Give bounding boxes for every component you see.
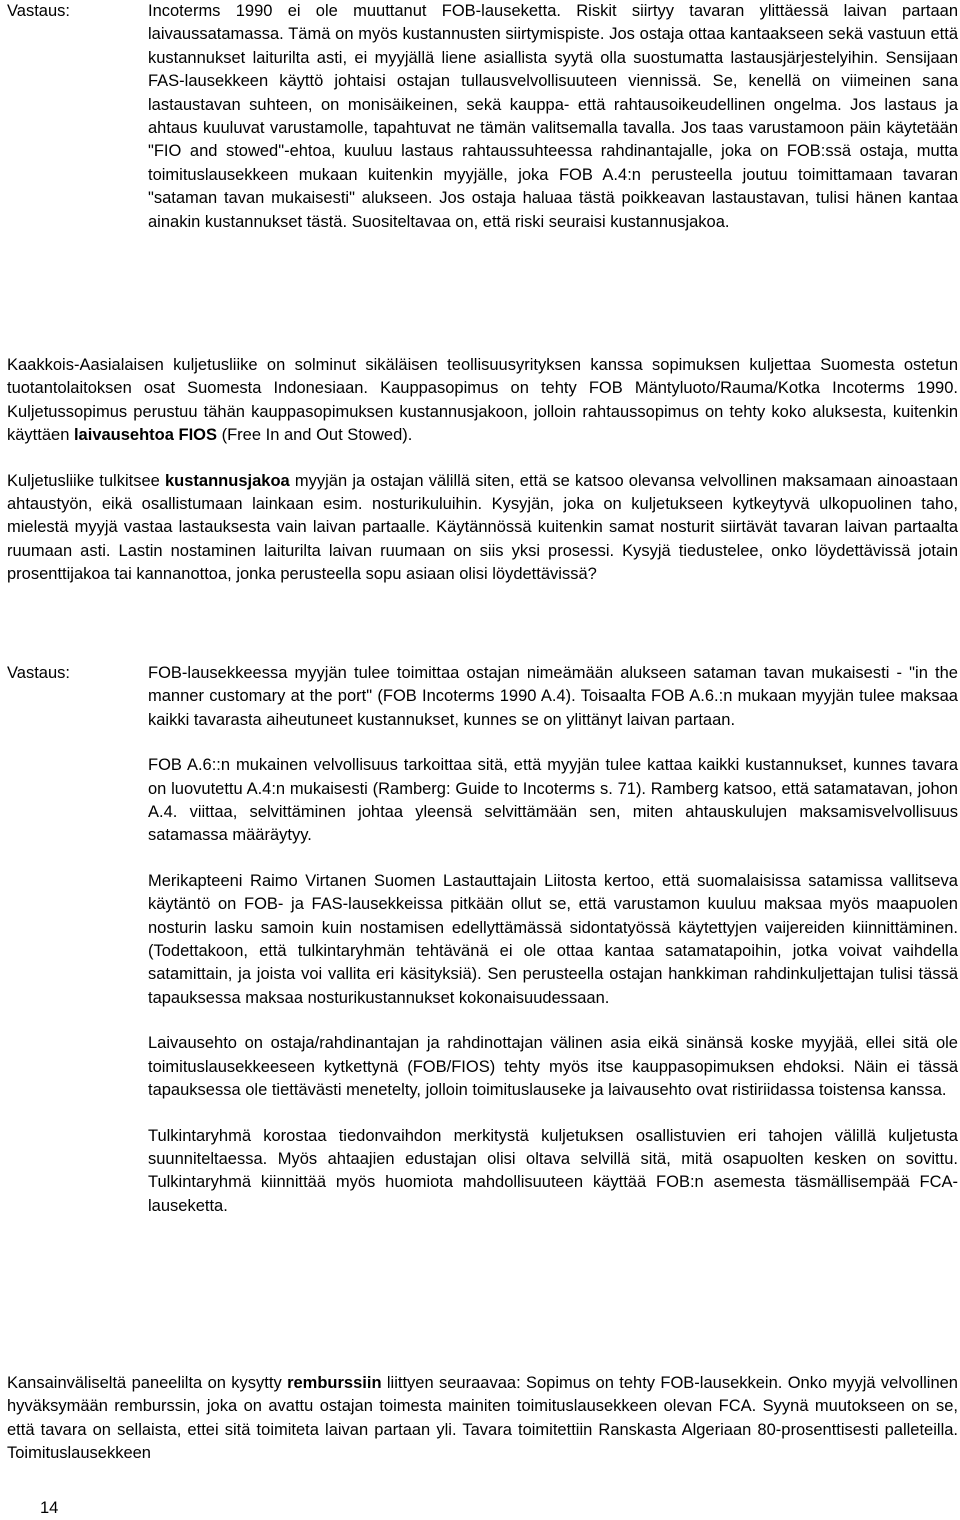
bold-term: kustannusjakoa — [165, 471, 290, 490]
answer-paragraph: FOB A.6::n mukainen velvollisuus tarkoittaa sitä, että myyjän tulee kattaa kaikki kustannukset, kunnes tavara on luovutettu A.4:n mukaisesti (Ramberg: Guide to Incoterms s. 71). Ramberg katsoo, että satamatavan, johon A.4. viittaa, selvittäminen johtaa yleensä selvittämään sen, miten ahtauskulujen maksamisvelvollisuus satamassa määräytyy. — [148, 756, 958, 845]
answer-paragraph: Laivausehto on ostaja/rahdinantajan ja rahdinottajan välinen asia eikä sinänsä koske myyjää, ellei sitä ole toimituslausekkeeseen kytkettynä (FOB/FIOS) tehty myös itse kauppasopimuksen ehdoksi. Näin ei tässä tapauksessa ole tiettävästi menetelty, jolloin toimituslauseke ja laivausehto ovat ristiriidassa toistensa kanssa. — [148, 1034, 958, 1100]
answer-section-2 — [148, 662, 958, 1218]
question-paragraph — [7, 354, 958, 448]
answer-paragraph: Tulkintaryhmä korostaa tiedonvaihdon merkitystä kuljetuksen osallistuvien eri tahojen välillä kuljetusta suunniteltaessa. Myös ahtaajien edustajan olisi oltava selvillä sitä, mitä osapuolten kesken on sovittu. Tulkintaryhmä kiinnittää myös huomiota mahdollisuuteen käyttää FOB:n asemesta täsmällisempää FCA-lauseketta. — [148, 1126, 958, 1215]
page-number: 14 — [40, 1499, 59, 1517]
text-run: myyjän ja ostajan välillä siten, että se katsoo olevansa velvollinen maksamaan ainoastaan ahtaustyön, eikä osallistumaan lainkaan esim. nosturikuluihin. Kysyjän, joka on kuljetukseen kytkeytyvä ulkopuolinen taho, mielestä myyjä vastaa lastauksesta vain laivan partaalle. Käytännössä kuitenkin samat nosturit siirtävät tavaran laivan partaalta ruumaan asti. Lastin nostaminen laiturilta laivan ruumaan on siis yksi prosessi. Kysyjä tiedustelee, onko löydettävissä jotain prosenttijakoa tai kannanottoa, jonka perusteella sopu asiaan olisi löydettävissä? — [7, 471, 958, 584]
text-run: liittyen seuraavaa: Sopimus on tehty FOB-lausekkein. Onko myyjä velvollinen hyväksymään remburssin, joka on avattu ostajan toimesta mainiten toimituslausekkeen olevan FCA. Syynä muutokseen on se, että tavara on sellaista, ettei sitä toimiteta laivan partaan yli. Tavara toimitettiin Ranskasta Algeriaan 80-prosenttisesti palleteilla. Toimituslausekkeen — [7, 1374, 958, 1463]
answer-paragraph: Merikapteeni Raimo Virtanen Suomen Lastauttajain Liitosta kertoo, että suomalaisissa satamissa vallitseva käytäntö on FOB- ja FAS-lausekkeissa pitkään ollut se, että varustamon kuuluu maksaa myös maapuolen nosturin lasku samoin kuin nostamisen edellyttämässä sidontatyössä käytettyjen vaijereiden kiinnittäminen. (Todettakoon, että tulkintaryhmän tehtävänä ei ole ottaa kantaa satamatapoihin, jotka voivat vaihdella satamittain, ja joista voi vallita eri käsityksiä). Sen perusteella ostajan hankkiman rahdinkuljettajan tulisi tässä tapauksessa maksaa nosturikustannukset kokonaisuudessaan. — [148, 871, 958, 1007]
text-run: Kuljetusliike tulkitsee — [7, 471, 165, 490]
bold-term: laivausehtoa FIOS — [73, 426, 218, 445]
answer-label: Vastaus: — [7, 2, 70, 20]
question-paragraph — [7, 1372, 958, 1466]
question-paragraph — [7, 470, 958, 587]
answer-paragraph: Incoterms 1990 ei ole muuttanut FOB-lauseketta. Riskit siirtyy tavaran ylittäessä laivan partaan laivaussatamassa. Tämä on myös kustannusten siirtymispiste. Jos ostaja ottaa kantaakseen sekä vastuun että kustannukset laiturilta asti, ei myyjällä liene asiallista syytä olla suostumatta lastausjärjestelyihin. Sensijaan FAS-lausekkeen käyttö johtaisi ostajan tullausvelvollisuuteen viennissä. Se, kenellä on viimeinen sana lastaustavan suhteen, on monisäikeinen, sekä kauppa- että rahtausoikeudellinen ongelma. Jos lastaus ja ahtaus kuuluvat varustamolle, tapahtuvat ne tämän valitsemalla tavalla. Jos taas varustamoon päin käytetään "FIO and stowed"-ehtoa, kuuluu lastaus rahtaussuhteessa rahdinantajalle, joka on FOB:ssä ostaja, mutta toimituslausekkeen mukaan kuitenkin myyjälle, joka FOB A.4:n perusteella joutuu toimittamaan tavaran "sataman tavan mukaisesti" alukseen. Jos ostaja haluaa tästä poikkeavan lastaustavan, tulisi hänen kantaa ainakin kustannukset tästä. Suositeltavaa on, että riski seuraisi kustannusjakoa. — [148, 2, 958, 231]
question-section-2 — [7, 354, 958, 587]
answer-label: Vastaus: — [7, 664, 70, 682]
text-run: Kaakkois-Aasialaisen kuljetusliike on solminut sikäläisen teollisuusyrityksen kanssa sopimuksen kuljettaa Suomesta ostetun tuotantolaitoksen osat Suomesta Indonesiaan. Kauppasopimus on tehty FOB Mäntyluoto/Rauma/Kotka Incoterms 1990. Kuljetussopimus perustuu tähän kauppasopimuksen kustannusjakoon, jolloin rahtaussopimus on tehty koko aluksesta, kuitenkin käyttäen — [7, 356, 958, 445]
text-run: Kansainväliseltä paneelilta on kysytty — [7, 1374, 288, 1392]
question-section-3 — [7, 1372, 958, 1466]
text-run: (Free In and Out Stowed). — [217, 426, 413, 445]
bold-term: remburssiin — [287, 1374, 382, 1392]
answer-paragraph: FOB-lausekkeessa myyjän tulee toimittaa ostajan nimeämään alukseen sataman tavan mukaisesti - "in the manner customary at the port" (FOB Incoterms 1990 A.4). Toisaalta FOB A.6.:n mukaan myyjän tulee maksaa kaikki tavarasta aiheutuneet kustannukset, kunnes se on ylittänyt laivan partaan. — [148, 664, 958, 729]
answer-section-1 — [148, 0, 958, 234]
